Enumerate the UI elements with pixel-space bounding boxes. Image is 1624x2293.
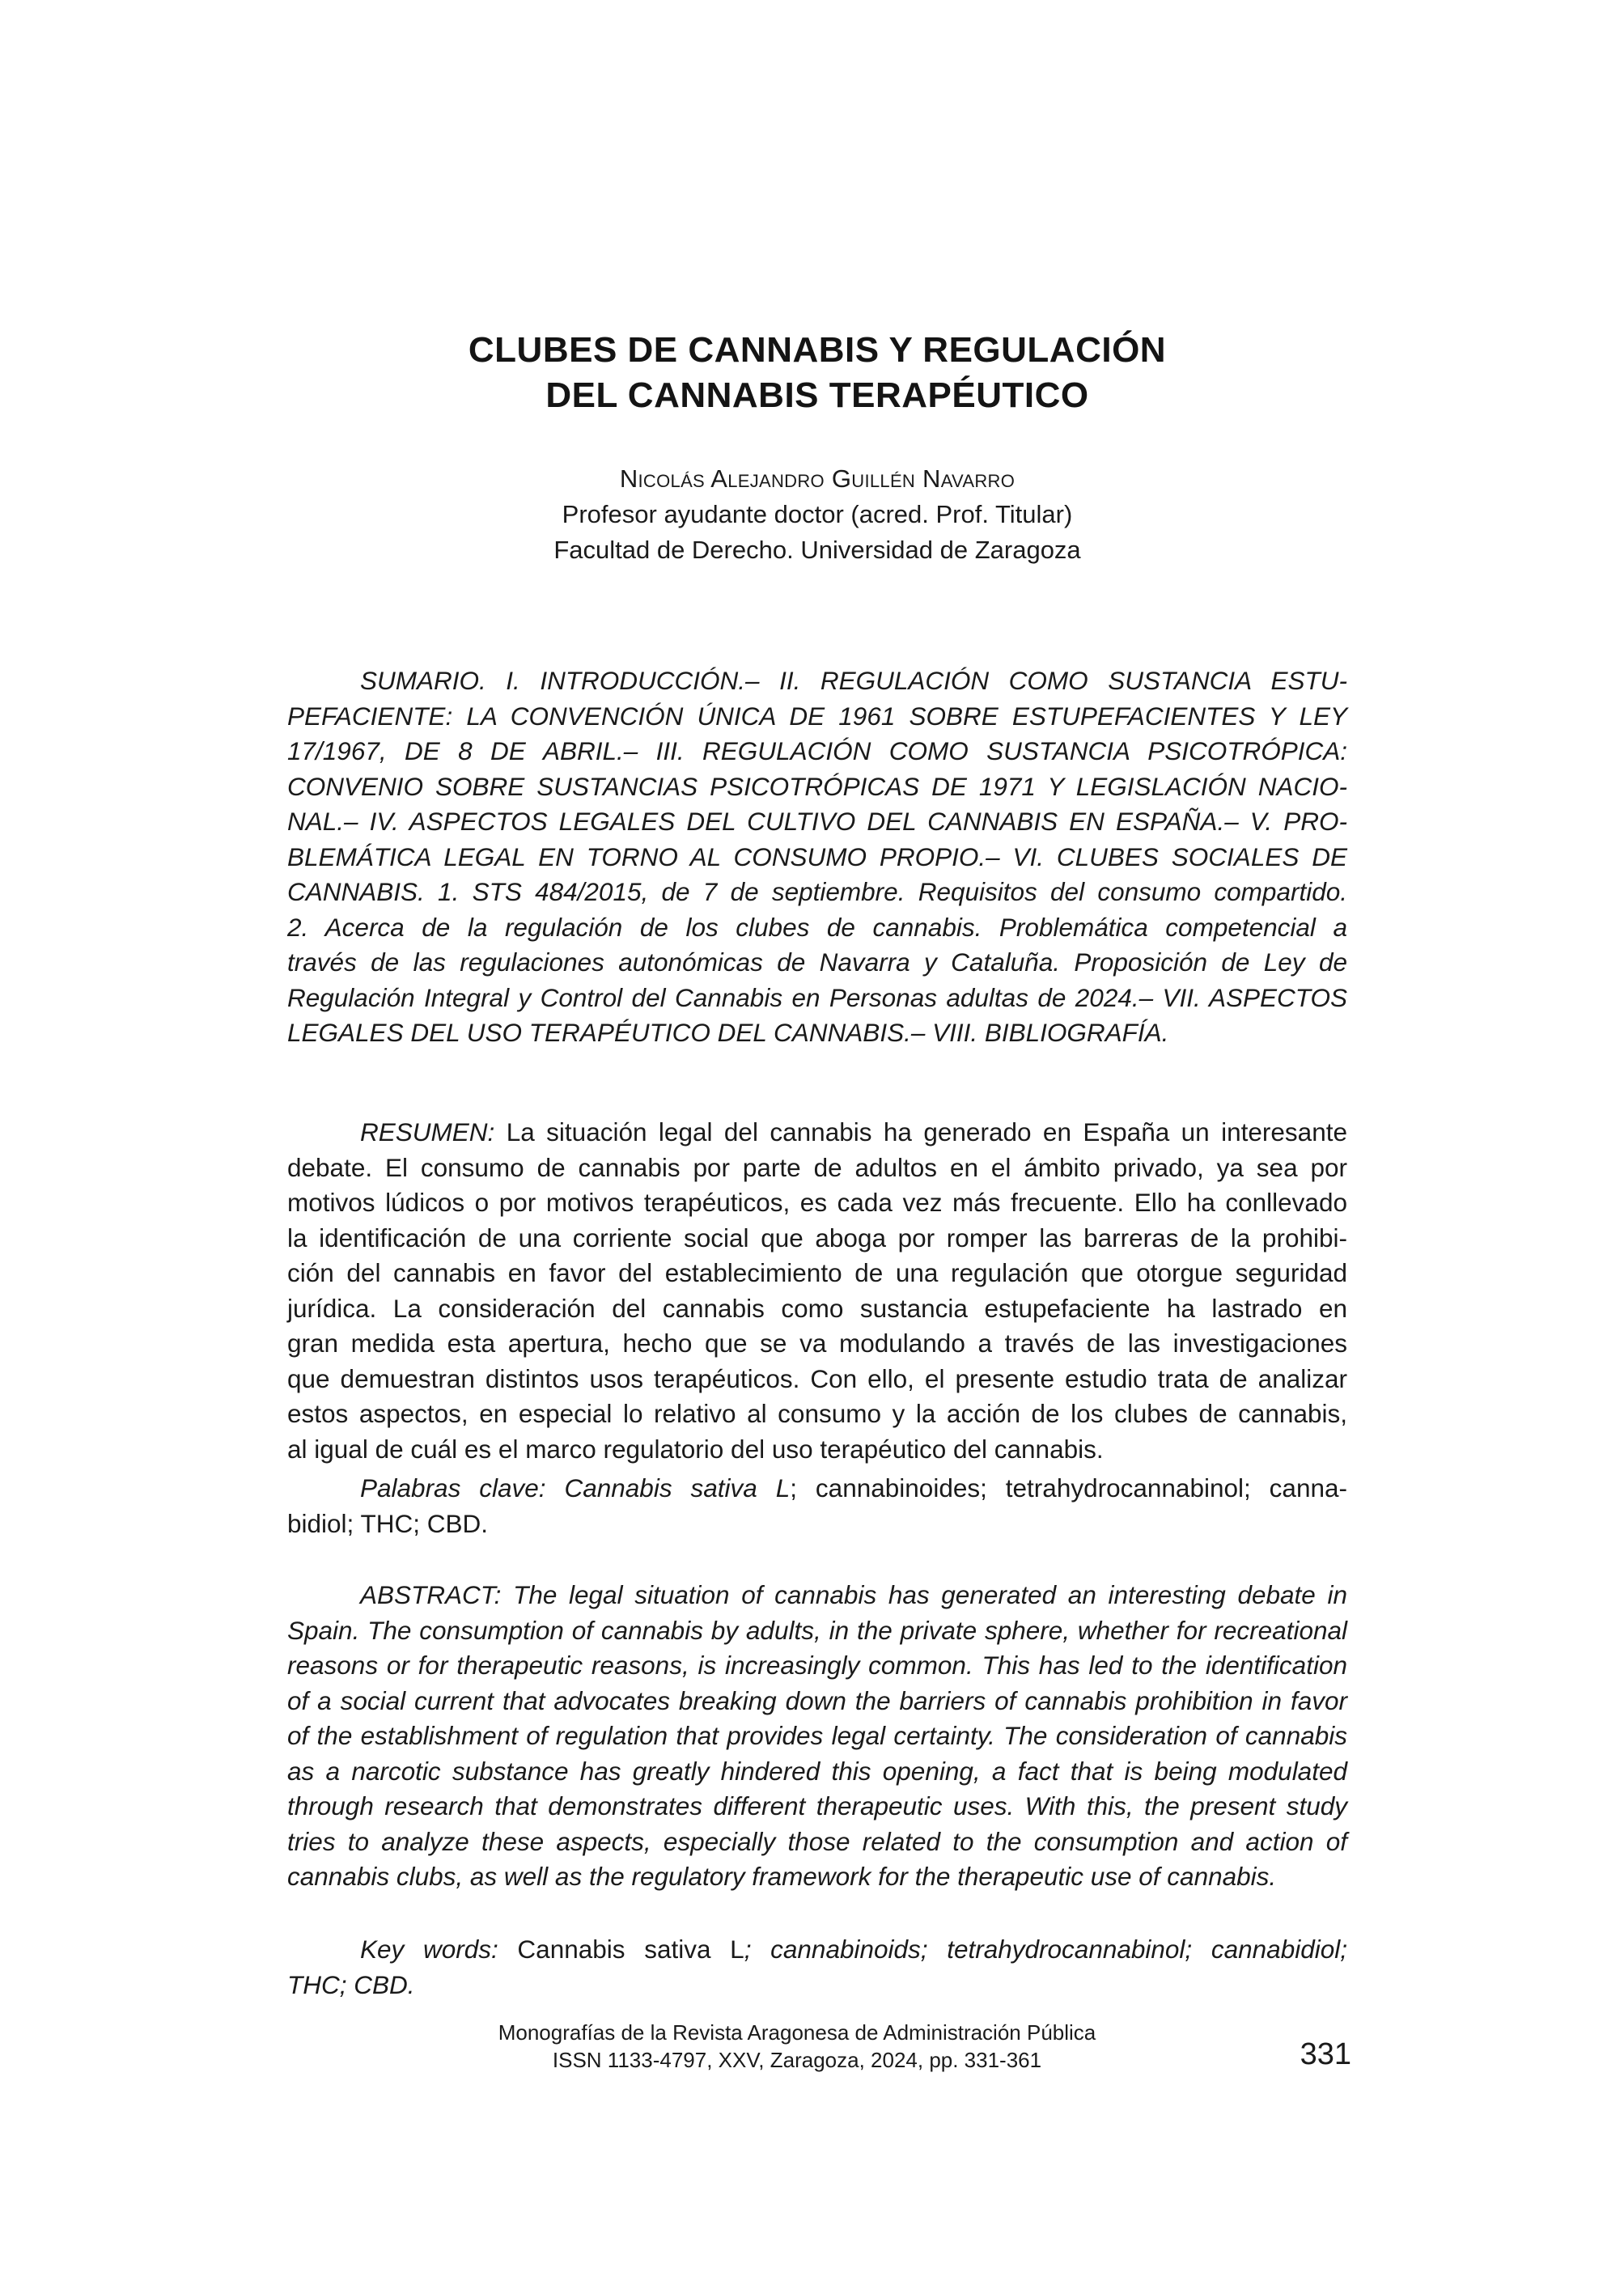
author-affiliation: Facultad de Derecho. Universidad de Zaragoza: [553, 536, 1081, 564]
keywords-line: THC; CBD.: [287, 1969, 415, 1999]
resumen-line: estos aspectos, en especial lo relativo al consumo y la acción de los clubes de cannabis,: [287, 1399, 1347, 1428]
sumario-line: CONVENIO SOBRE SUSTANCIAS PSICOTRÓPICAS DE 1971 Y LEGISLACIÓN NACIO-: [287, 771, 1347, 801]
resumen-line: debate. El consumo de cannabis por parte de adultos en el ámbito privado, ya sea por: [287, 1152, 1347, 1182]
palabras-line: bidiol; THC; CBD.: [287, 1508, 488, 1538]
sumario-line: BLEMÁTICA LEGAL EN TORNO AL CONSUMO PROPIO.– VI. CLUBES SOCIALES DE: [287, 841, 1347, 871]
sumario-line: 17/1967, DE 8 DE ABRIL.– III. REGULACIÓN COMO SUSTANCIA PSICOTRÓPICA:: [287, 736, 1347, 765]
resumen-first-line: [287, 1115, 1347, 1151]
author-block: [287, 461, 1347, 568]
resumen-line: la identificación de una corriente social que aboga por romper las barreras de la prohibi-: [287, 1223, 1347, 1252]
abstract: [287, 1578, 1347, 1895]
resumen-label: RESUMEN:: [360, 1117, 495, 1146]
sumario-line: Regulación Integral y Control del Cannabis en Personas adultas de 2024.– VII. ASPECTOS: [287, 982, 1347, 1012]
abstract-line: tries to analyze these aspects, especially those related to the consumption and action of: [287, 1826, 1347, 1856]
sumario-line: PEFACIENTE: LA CONVENCIÓN ÚNICA DE 1961 SOBRE ESTUPEFACIENTES Y LEY: [287, 701, 1347, 731]
abstract-line: of the establishment of regulation that provides legal certainty. The consideration of cannabis: [287, 1721, 1347, 1750]
keywords-first-line: [287, 1932, 1347, 1968]
key-words: [287, 1932, 1347, 2003]
title-line-2: DEL CANNABIS TERAPÉUTICO: [545, 375, 1089, 415]
resumen-line: gran medida esta apertura, hecho que se va modulando a través de las investigaciones: [287, 1329, 1347, 1358]
keywords-label: Key words:: [360, 1935, 498, 1964]
resumen-line: ción del cannabis en favor del establecimiento de una regulación que otorgue seguridad: [287, 1258, 1347, 1287]
issn-line: ISSN 1133-4797, XXV, Zaragoza, 2024, pp. 331-361: [552, 2048, 1042, 2072]
resumen-line: que demuestran distintos usos terapéuticos. Con ello, el presente estudio trata de analizar: [287, 1363, 1347, 1393]
abstract-line: reasons or for therapeutic reasons, is increasingly common. This has led to the identification: [287, 1651, 1347, 1680]
sumario-line: través de las regulaciones autonómicas de Navarra y Cataluña. Proposición de Ley de: [287, 947, 1347, 977]
abstract-line: ABSTRACT: The legal situation of cannabis has generated an interesting debate in: [360, 1580, 1347, 1609]
abstract-line: through research that demonstrates different therapeutic uses. With this, the present study: [287, 1791, 1347, 1820]
resumen-line: al igual de cuál es el marco regulatorio del uso terapéutico del cannabis.: [287, 1434, 1104, 1464]
resumen-text: La situación legal del cannabis ha generado en España un interesante: [494, 1117, 1347, 1146]
keywords-text: ; cannabinoids; tetrahydrocannabinol; cannabidiol;: [744, 1935, 1347, 1964]
resumen-line: motivos lúdicos o por motivos terapéuticos, es cada vez más frecuente. Ello ha conllevado: [287, 1188, 1347, 1217]
sumario-line: SUMARIO. I. INTRODUCCIÓN.– II. REGULACIÓN COMO SUSTANCIA ESTU-: [360, 666, 1347, 695]
sumario-line: LEGALES DEL USO TERAPÉUTICO DEL CANNABIS.– VIII. BIBLIOGRAFÍA.: [287, 1018, 1169, 1047]
palabras-text: ; cannabinoides; tetrahydrocannabinol; canna-: [790, 1473, 1347, 1503]
author-position: Profesor ayudante doctor (acred. Prof. Titular): [562, 500, 1073, 528]
keywords-roman: Cannabis sativa L: [498, 1935, 744, 1964]
page-number: 331: [1300, 2037, 1351, 2071]
palabras-clave: [287, 1471, 1347, 1541]
abstract-line: as a narcotic substance has greatly hindered this opening, a fact that is being modulated: [287, 1756, 1347, 1786]
palabras-first-line: [287, 1471, 1347, 1507]
sumario-line: 2. Acerca de la regulación de los clubes de cannabis. Problemática competencial a: [287, 912, 1347, 942]
author-name: Nicolás Alejandro Guillén Navarro: [619, 464, 1016, 493]
abstract-line: cannabis clubs, as well as the regulatory framework for the therapeutic use of cannabis.: [287, 1862, 1277, 1891]
abstract-line: Spain. The consumption of cannabis by adults, in the private sphere, whether for recreational: [287, 1615, 1347, 1645]
page-footer: [449, 2019, 1145, 2074]
resumen: [287, 1115, 1347, 1467]
sumario: [287, 663, 1347, 1051]
article-title: [287, 328, 1347, 418]
journal-name: Monografías de la Revista Aragonesa de Administración Pública: [498, 2020, 1096, 2045]
sumario-line: CANNABIS. 1. STS 484/2015, de 7 de septiembre. Requisitos del consumo compartido.: [287, 877, 1347, 906]
title-line-1: CLUBES DE CANNABIS Y REGULACIÓN: [468, 330, 1167, 370]
sumario-line: NAL.– IV. ASPECTOS LEGALES DEL CULTIVO DEL CANNABIS EN ESPAÑA.– V. PRO-: [287, 807, 1347, 836]
abstract-line: of a social current that advocates breaking down the barriers of cannabis prohibition in favor: [287, 1685, 1347, 1715]
resumen-line: jurídica. La consideración del cannabis como sustancia estupefaciente ha lastrado en: [287, 1293, 1347, 1323]
palabras-label: Palabras clave: Cannabis sativa L: [360, 1473, 791, 1503]
